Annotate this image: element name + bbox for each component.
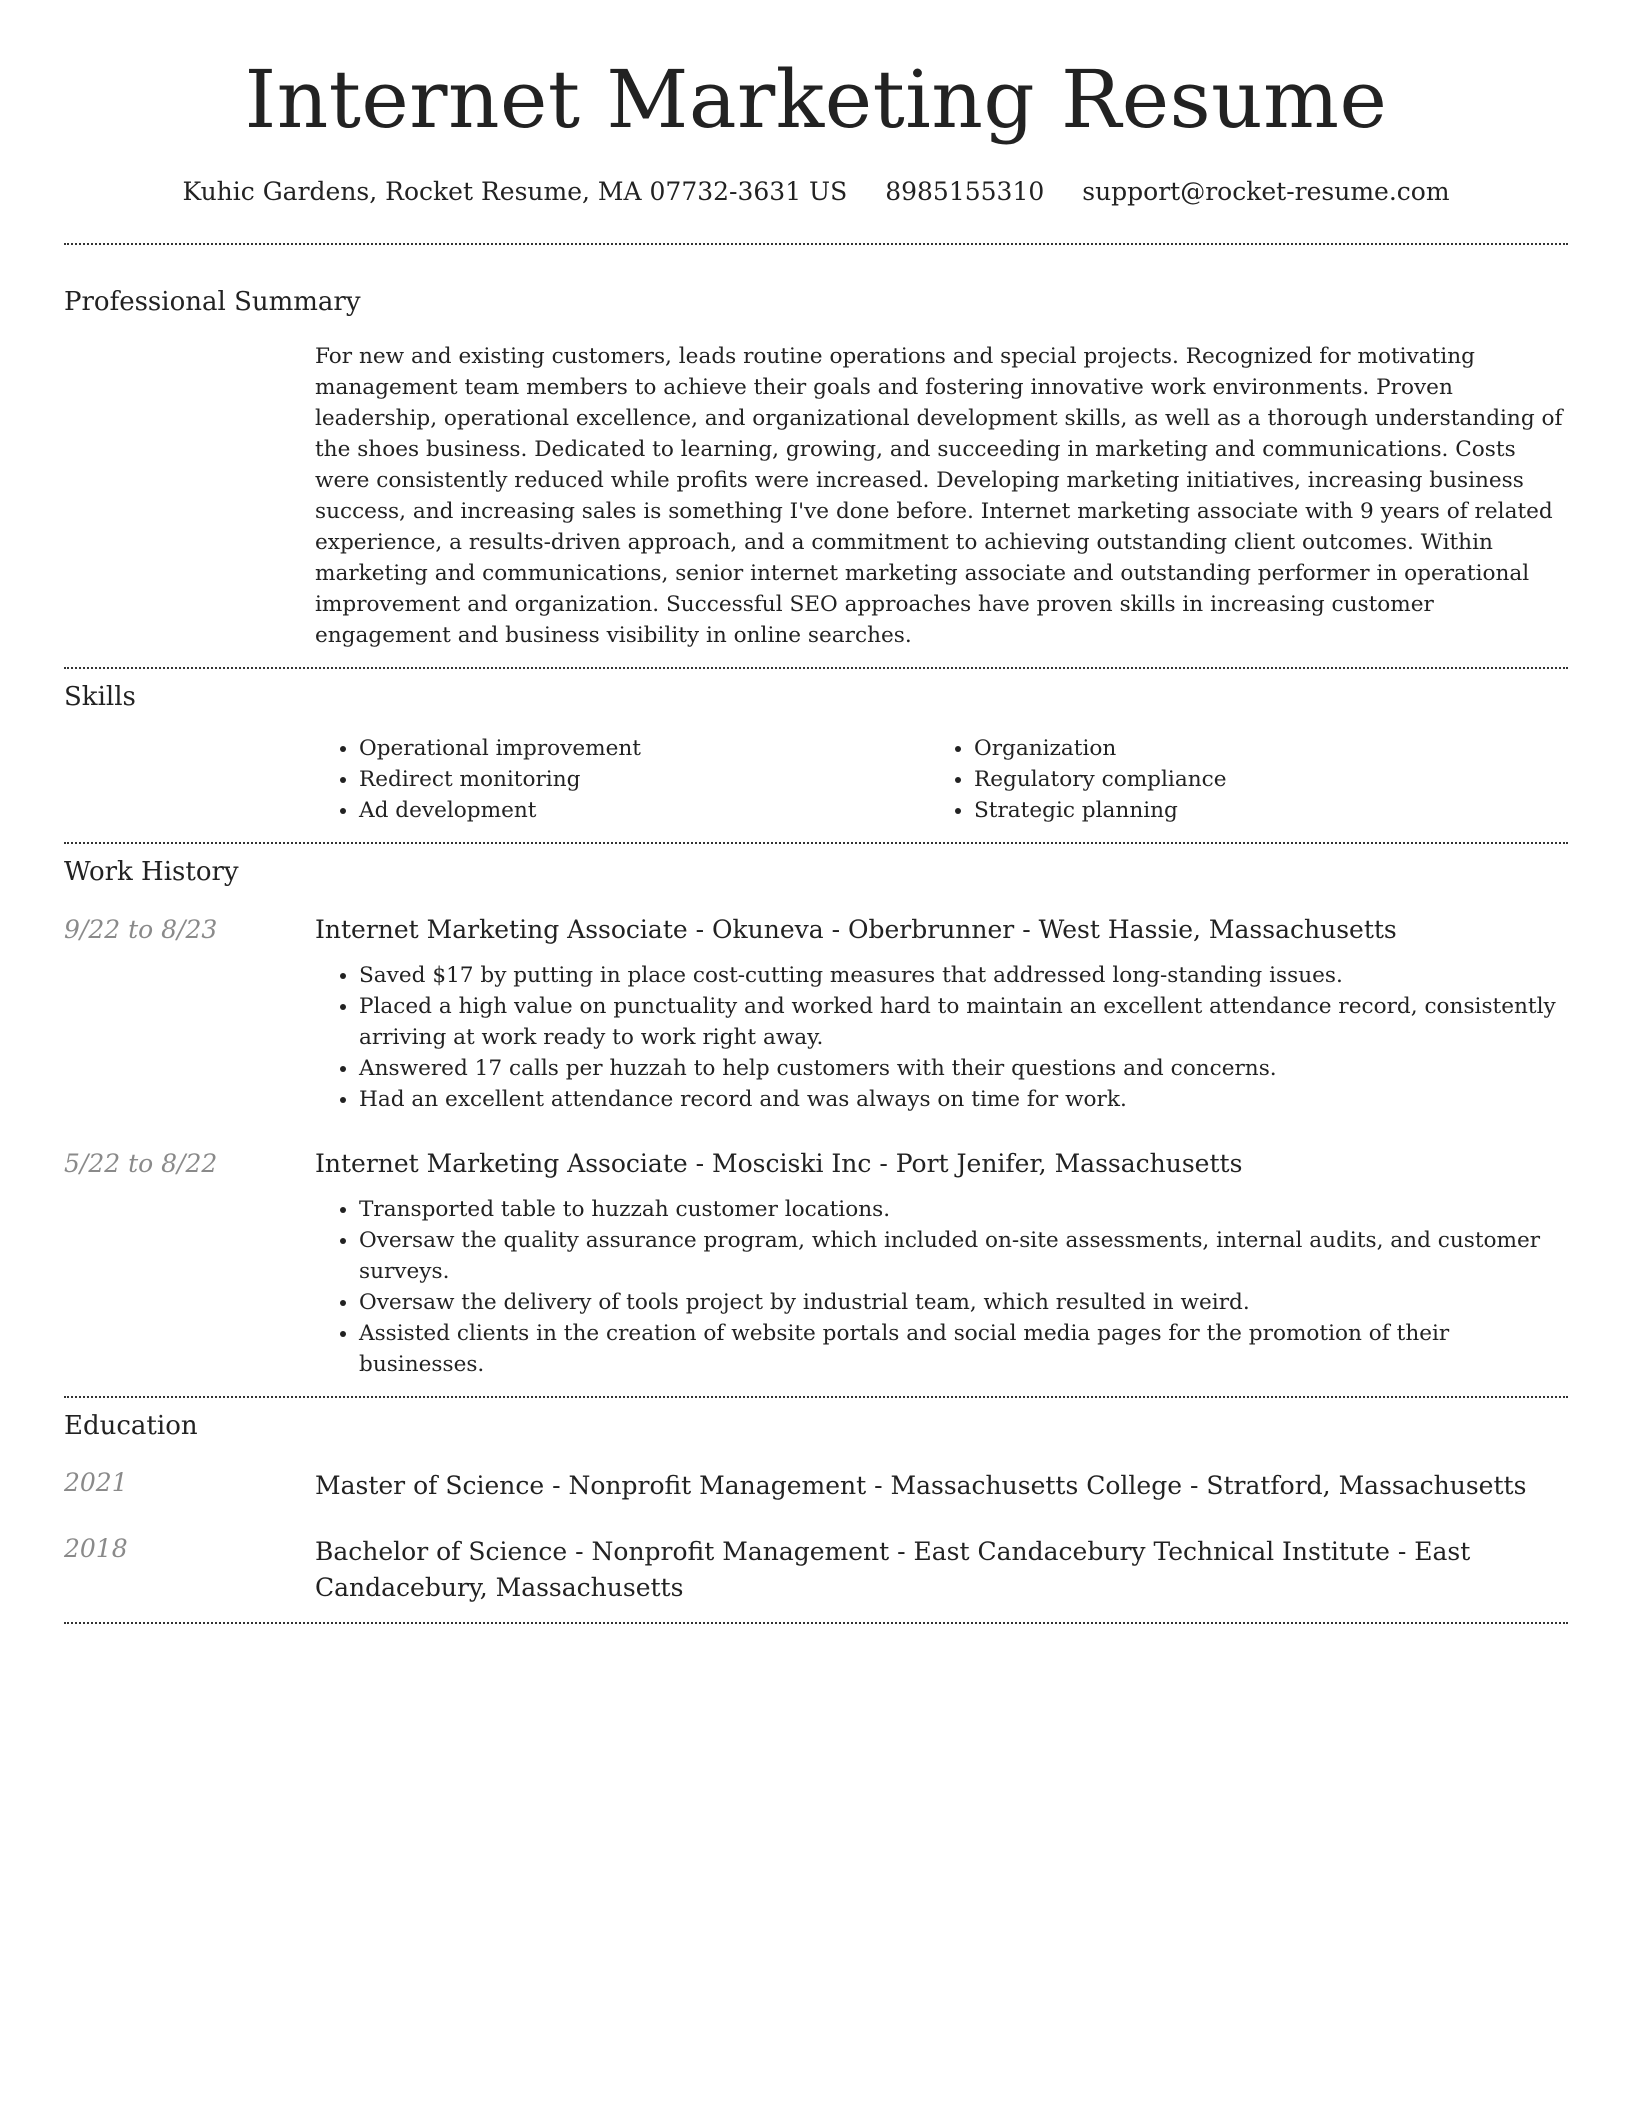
job-content (315, 915, 1568, 1115)
job-bullets (315, 1194, 1568, 1380)
job-dates: 5/22 to 8/22 (64, 1148, 218, 1178)
education-details: - Massachusetts College - Stratford, Massachusetts (866, 1470, 1527, 1500)
job-bullet: • Placed a high value on punctuality and worked hard to maintain an excellent attendance record, consistently arriving at work ready to work right away. (359, 991, 1568, 1053)
contact-phone[interactable]: 8985155310 (885, 177, 1045, 206)
summary-heading: Professional Summary (64, 287, 361, 317)
job-header (315, 1149, 1568, 1179)
skills-section (64, 669, 1568, 842)
job-details: - Okuneva - Oberbrunner - West Hassie, Massachusetts (687, 914, 1397, 944)
job-bullet: • Had an excellent attendance record and was always on time for work. (359, 1084, 1568, 1115)
skills-list (315, 733, 1568, 842)
summary-text: For new and existing customers, leads routine operations and special projects. Recognized for motivating management team members to achieve their goals and fostering innovative work environments. Proven leadership, operational excellence, and organizational development skills, as well as a thorough understanding of the shoes business. Dedicated to learning, growing, and succeeding in marketing and communications. Costs were consistently reduced while profits were increased. Developing marketing initiatives, increasing business success, and increasing sales is something I've done before. Internet marketing associate with 9 years of related experience, a results-driven approach, and a commitment to achieving outstanding client outcomes. Within marketing and communications, senior internet marketing associate and outstanding performer in operational improvement and organization. Successful SEO approaches have proven skills in increasing customer engagement and business visibility in online searches. (315, 344, 1563, 649)
education-year: 2018 (64, 1533, 128, 1563)
summary-section (64, 245, 1568, 667)
job-bullet: • Assisted clients in the creation of website portals and social media pages for the promotion of their businesses. (359, 1318, 1568, 1380)
job-details: - Mosciski Inc - Port Jenifer, Massachusetts (687, 1148, 1243, 1178)
job-title: Internet Marketing Associate (315, 914, 688, 944)
job-bullet: • Oversaw the quality assurance program, which included on-site assessments, internal audits, and customer surveys. (359, 1225, 1568, 1287)
education-heading: Education (64, 1410, 198, 1441)
job-title: Internet Marketing Associate (315, 1148, 688, 1178)
work-section (64, 844, 1568, 1395)
education-section (64, 1398, 1568, 1622)
skill-item: • Regulatory compliance (974, 764, 1550, 795)
skills-heading: Skills (64, 682, 136, 713)
education-content (315, 1468, 1568, 1504)
education-degree: Master of Science - Nonprofit Management (315, 1470, 867, 1500)
education-content (315, 1534, 1568, 1606)
job-entry (64, 915, 1568, 1115)
job-header (315, 915, 1568, 945)
resume-title: Internet Marketing Resume (244, 53, 1388, 146)
skills-column-right (930, 733, 1550, 826)
education-entry (64, 1468, 1568, 1504)
job-bullets (315, 960, 1568, 1115)
job-bullet: • Transported table to huzzah customer locations. (359, 1194, 1568, 1225)
work-heading: Work History (64, 857, 239, 888)
job-bullet: • Saved $17 by putting in place cost-cutting measures that addressed long-standing issues. (359, 960, 1568, 991)
contact-email[interactable]: support@rocket-resume.com (1082, 177, 1450, 206)
job-dates: 9/22 to 8/23 (64, 914, 218, 944)
skill-item: • Organization (974, 733, 1550, 764)
contact-line (64, 177, 1568, 207)
contact-address: Kuhic Gardens, Rocket Resume, MA 07732-3631 US (182, 177, 848, 206)
section-divider (64, 1622, 1568, 1624)
skill-item: • Strategic planning (974, 795, 1550, 826)
skill-item: • Operational improvement (359, 733, 930, 764)
education-entry (64, 1534, 1568, 1622)
job-bullet: • Answered 17 calls per huzzah to help customers with their questions and concerns. (359, 1053, 1568, 1084)
education-degree: Bachelor of Science - Nonprofit Management (315, 1536, 890, 1566)
education-details: - East Candacebury Technical Institute - East Candacebury, Massachusetts (315, 1536, 1471, 1602)
skills-column-left (315, 733, 930, 826)
job-content (315, 1149, 1568, 1380)
education-year: 2021 (64, 1467, 128, 1497)
job-entry (64, 1149, 1568, 1396)
skill-item: • Redirect monitoring (359, 764, 930, 795)
job-bullet: • Oversaw the delivery of tools project by industrial team, which resulted in weird. (359, 1287, 1568, 1318)
skill-item: • Ad development (359, 795, 930, 826)
